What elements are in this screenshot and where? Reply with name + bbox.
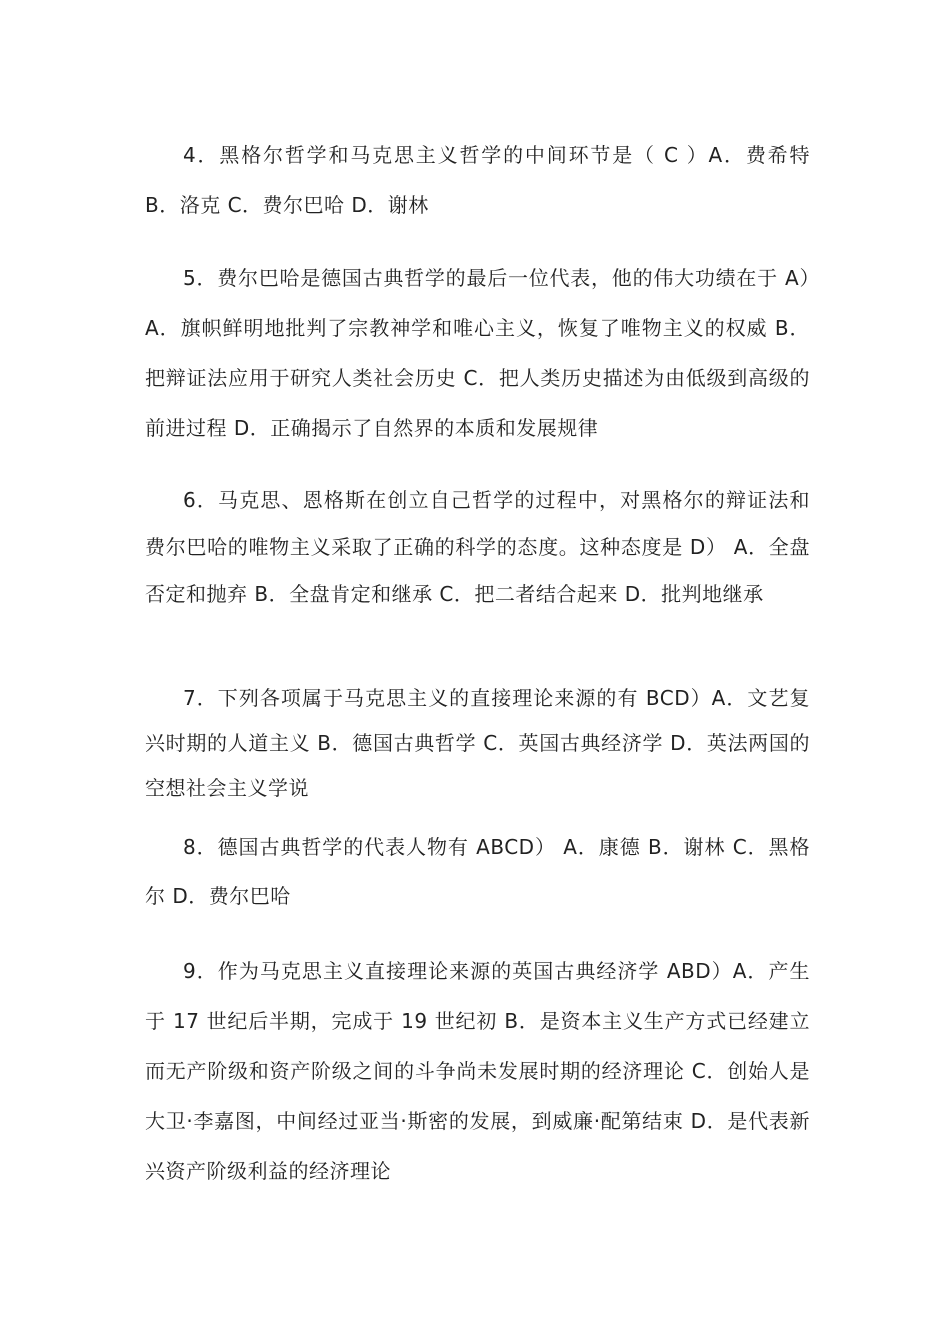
question-8: 8．德国古典哲学的代表人物有 ABCD） A．康德 B．谢林 C．黑格尔 D．费尔巴哈 [145, 835, 810, 908]
question-4: 4．黑格尔哲学和马克思主义哲学的中间环节是（ C ）A．费希特 B．洛克 C．费尔巴哈 D．谢林 [145, 143, 810, 217]
question-5: 5．费尔巴哈是德国古典哲学的最后一位代表，他的伟大功绩在于 A）A．旗帜鲜明地批判了宗教神学和唯心主义，恢复了唯物主义的权威 B．把辩证法应用于研究人类社会历史 C．把人类历史描述为由低级到高级的前进过程 D．正确揭示了自然界的本质和发展规律 [145, 266, 810, 440]
question-6: 6．马克思、恩格斯在创立自己哲学的过程中，对黑格尔的辩证法和费尔巴哈的唯物主义采取了正确的科学的态度。这种态度是 D） A．全盘否定和抛弃 B．全盘肯定和继承 C．把二者结合起来 D．批判地继承 [145, 488, 810, 606]
question-9: 9．作为马克思主义直接理论来源的英国古典经济学 ABD）A．产生于 17 世纪后半期，完成于 19 世纪初 B．是资本主义生产方式已经建立而无产阶级和资产阶级之间的斗争尚未发展时期的经济理论 C．创始人是大卫·李嘉图，中间经过亚当·斯密的发展，到威廉·配第结束 D．是代表新兴资产阶级利益的经济理论 [145, 959, 810, 1183]
question-7: 7．下列各项属于马克思主义的直接理论来源的有 BCD）A．文艺复兴时期的人道主义 B．德国古典哲学 C．英国古典经济学 D．英法两国的空想社会主义学说 [145, 686, 810, 800]
